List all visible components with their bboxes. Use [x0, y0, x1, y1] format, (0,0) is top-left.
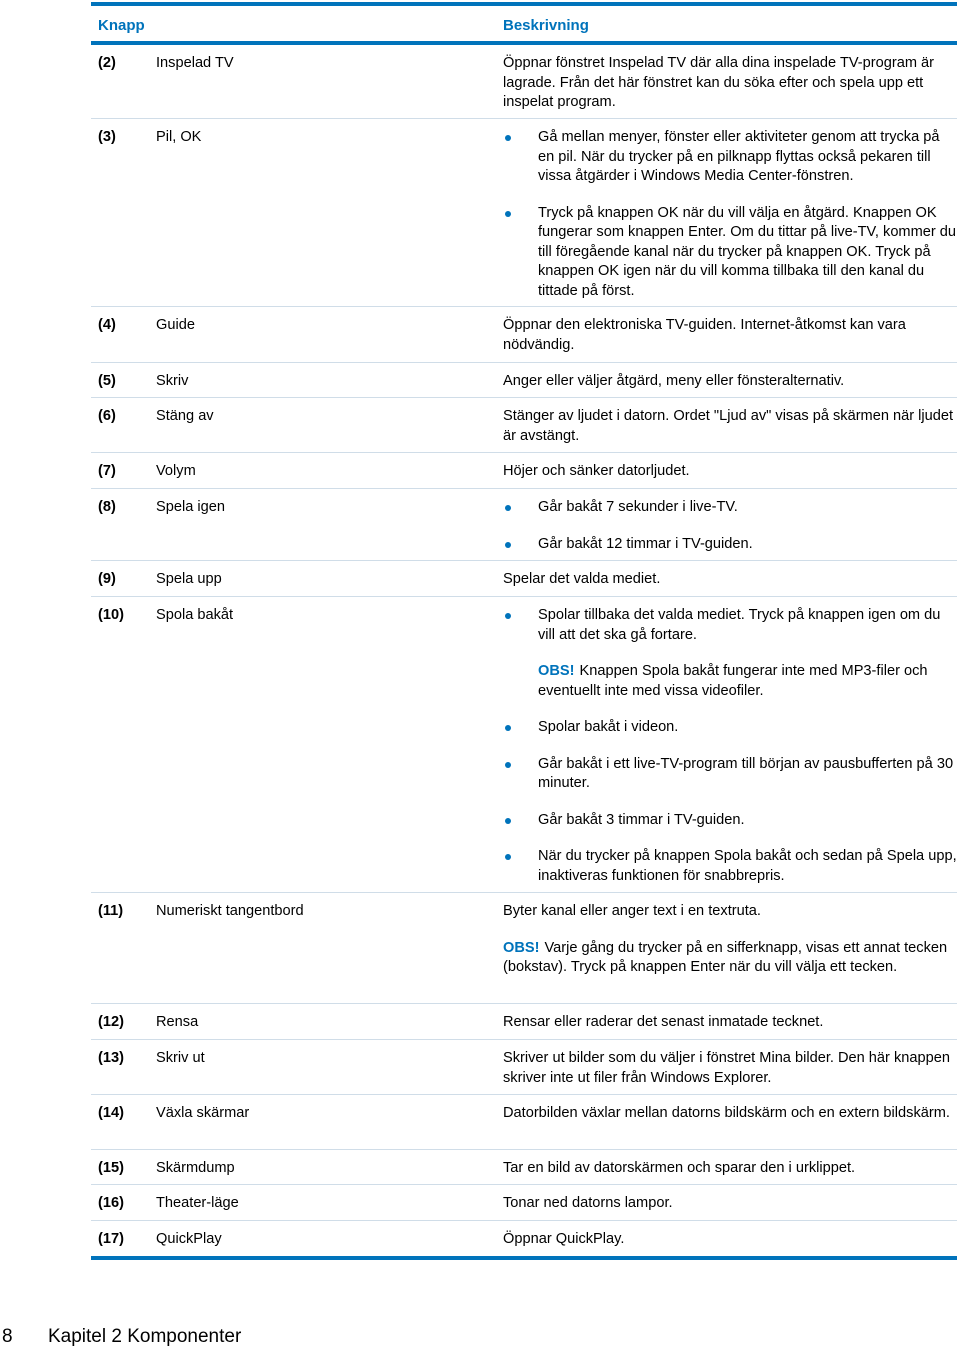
button-name: Spola bakåt: [156, 607, 234, 623]
button-number: (10): [98, 607, 124, 623]
row-divider: [91, 596, 957, 597]
button-name: Skriv: [156, 373, 189, 389]
bullet-item: [503, 847, 957, 886]
description-text: Spelar det valda mediet.: [503, 571, 661, 587]
description-text: Anger eller väljer åtgärd, meny eller fönsteralternativ.: [503, 373, 845, 389]
row-divider: [91, 892, 957, 893]
bullet-text: Går bakåt 3 timmar i TV-guiden.: [538, 811, 745, 828]
description-text: Öppnar fönstret Inspelad TV där alla dina inspelade TV-program är lagrade. Från det här fönstret kan du söka efter och spela upp ett inspelat program.: [503, 55, 935, 110]
bullet-text: Spolar bakåt i videon.: [538, 719, 679, 735]
bullet-item: [503, 811, 957, 831]
button-description: [503, 1013, 957, 1033]
bullet-text: Går bakåt i ett live-TV-program till början av pausbufferten på 30 minuter.: [538, 755, 954, 791]
bullet-icon: [505, 854, 511, 860]
button-name: Skärmdump: [156, 1160, 235, 1176]
button-number: (4): [98, 317, 116, 333]
bullet-icon: [505, 725, 511, 731]
button-number: (6): [98, 408, 116, 424]
obs-text: Knappen Spola bakåt fungerar inte med MP3-filer och eventuellt inte med vissa videofiler.: [538, 663, 928, 699]
button-number: (15): [98, 1160, 124, 1176]
description-text: Tonar ned datorns lampor.: [503, 1195, 673, 1211]
button-description: [503, 128, 957, 301]
description-text: Skriver ut bilder som du väljer i fönstret Mina bilder. Den här knappen skriver inte ut filer från Windows Explorer.: [503, 1050, 950, 1086]
bullet-icon: [505, 211, 511, 217]
bullet-item: [503, 755, 957, 794]
obs-label: OBS!: [503, 939, 540, 956]
bullet-item: [503, 535, 957, 555]
button-number: (9): [98, 571, 116, 587]
obs-label: OBS!: [538, 663, 575, 679]
bullet-item: [503, 128, 957, 187]
button-number: (11): [98, 903, 124, 919]
button-number: (3): [98, 129, 116, 145]
row-divider: [91, 362, 957, 363]
bullet-text: Tryck på knappen OK när du vill välja en åtgärd. Knappen OK fungerar som knappen Enter. Om du tittar på live-TV, kommer du till föregående kanal när du trycker på knappen OK. Tryck på knappen OK igen när du vill komma tillbaka till den kanal du tittade på först.: [538, 204, 957, 299]
row-divider: [91, 118, 957, 119]
description-text: Tar en bild av datorskärmen och sparar den i urklippet.: [503, 1160, 856, 1176]
row-divider: [91, 397, 957, 398]
description-text: Byter kanal eller anger text i en textruta.: [503, 903, 761, 919]
obs-note: [538, 662, 957, 701]
button-description: [503, 1104, 957, 1124]
bullet-item: [503, 498, 957, 518]
button-description: [503, 316, 957, 355]
description-text: Öppnar den elektroniska TV-guiden. Internet-åtkomst kan vara nödvändig.: [503, 317, 906, 353]
chapter-title: Kapitel 2 Komponenter: [48, 1326, 242, 1347]
button-description: [503, 1049, 957, 1088]
row-divider: [91, 560, 957, 561]
button-description: [503, 54, 957, 113]
bullet-text: Spolar tillbaka det valda mediet. Tryck på knappen igen om du vill att det ska gå fortare.: [538, 607, 941, 643]
button-description: [503, 407, 957, 446]
bullet-text: När du trycker på knappen Spola bakåt och sedan på Spela upp, inaktiveras funktionen för snabbrepris.: [538, 848, 957, 884]
row-divider: [91, 1220, 957, 1221]
button-number: (12): [98, 1014, 124, 1030]
button-description: [503, 1159, 957, 1179]
button-description: [503, 498, 957, 554]
button-name: Inspelad TV: [156, 55, 234, 71]
bullet-text: Går bakåt 7 sekunder i live-TV.: [538, 499, 738, 515]
button-description: [503, 1230, 957, 1250]
button-name: Numeriskt tangentbord: [156, 903, 304, 919]
button-number: (8): [98, 499, 116, 515]
row-divider: [91, 306, 957, 307]
button-description: [503, 570, 957, 590]
button-number: (14): [98, 1105, 124, 1121]
button-name: Skriv ut: [156, 1050, 205, 1066]
row-divider: [91, 1149, 957, 1150]
button-number: (17): [98, 1231, 124, 1247]
row-divider: [91, 1184, 957, 1185]
bullet-item: [503, 204, 957, 302]
row-divider: [91, 1003, 957, 1004]
button-number: (7): [98, 463, 116, 479]
bullet-text: Gå mellan menyer, fönster eller aktiviteter genom att trycka på en pil. När du trycker på en pilknapp flyttas också pekaren till vissa åtgärder i Windows Media Center-fönstren.: [538, 129, 940, 184]
button-description: [503, 1194, 957, 1214]
button-name: QuickPlay: [156, 1231, 222, 1247]
obs-text: Varje gång du trycker på en sifferknapp, visas ett annat tecken (bokstav). Tryck på knappen Enter när du vill välja ett tecken.: [503, 939, 948, 975]
page-number: 8: [2, 1326, 13, 1347]
bullet-text: Går bakåt 12 timmar i TV-guiden.: [538, 535, 753, 552]
bullet-icon: [505, 613, 511, 619]
row-divider: [91, 452, 957, 453]
button-name: Guide: [156, 317, 195, 333]
button-description: [503, 606, 957, 886]
bullet-icon: [505, 135, 511, 141]
header-beskrivning: Beskrivning: [503, 17, 589, 34]
row-divider: [91, 1039, 957, 1040]
description-text: Rensar eller raderar det senast inmatade tecknet.: [503, 1014, 824, 1030]
button-description: [503, 372, 957, 392]
description-text: Höjer och sänker datorljudet.: [503, 463, 690, 479]
header-knapp: Knapp: [98, 17, 145, 34]
button-name: Stäng av: [156, 408, 214, 424]
row-divider: [91, 1094, 957, 1095]
button-name: Spela igen: [156, 499, 225, 515]
bullet-icon: [505, 505, 511, 511]
row-divider: [91, 488, 957, 489]
button-name: Växla skärmar: [156, 1105, 250, 1121]
bullet-icon: [505, 818, 511, 824]
bullet-item: [503, 718, 957, 738]
button-name: Volym: [156, 463, 196, 479]
button-number: (13): [98, 1050, 124, 1066]
button-name: Rensa: [156, 1014, 199, 1030]
bullet-icon: [505, 762, 511, 768]
description-text: Stänger av ljudet i datorn. Ordet "Ljud av" visas på skärmen när ljudet är avstängt.: [503, 408, 954, 444]
button-name: Spela upp: [156, 571, 222, 587]
button-number: (5): [98, 373, 116, 389]
button-description: [503, 462, 957, 482]
button-name: Theater-läge: [156, 1195, 239, 1211]
button-description: [503, 902, 957, 978]
button-number: (16): [98, 1195, 124, 1211]
header-rule: [91, 41, 957, 45]
bullet-item: [503, 606, 957, 645]
button-name: Pil, OK: [156, 129, 202, 145]
table-bottom-rule: [91, 1256, 957, 1260]
table-top-rule: [91, 2, 957, 6]
bullet-icon: [505, 542, 511, 548]
description-text: Datorbilden växlar mellan datorns bildskärm och en extern bildskärm.: [503, 1105, 950, 1121]
button-number: (2): [98, 55, 116, 71]
obs-note: [503, 939, 957, 978]
description-text: Öppnar QuickPlay.: [503, 1231, 625, 1247]
